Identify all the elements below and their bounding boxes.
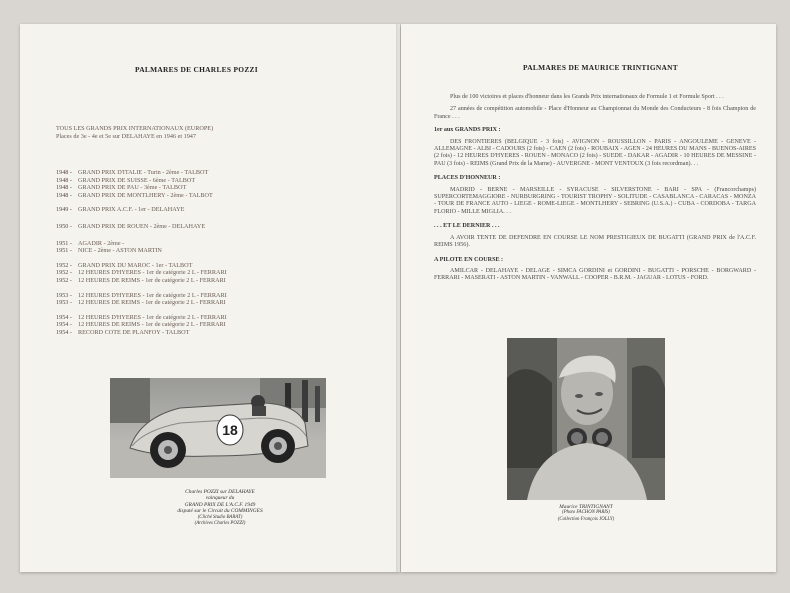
caption-line: (Collection François JOLLY) [557, 516, 615, 522]
grands-prix-list: DES FRONTIERES (BELGIQUE - 3 fois) - AVIGNON - ROUSSILLON - PARIS - ANGOULEME - GENEVE - ALLEMAGNE - ALBI - CADOURS (2 fois) - CAEN (2 fois) - ROUBAIX - AGEN - 24 HEURES DU MANS - BUENOS-AIRES (2 fois) - 12 HEURES D'HYERES - ROUEN - MONACO (2 fois) - SUEDE - DAKAR - AGADIR - 10 HEURES DE MESSINE - PAU (3 fois) - REIMS (Grand Prix de la Marne) - AUVERGNE - MONT VENTOUX (3 fois recordman). . . [434, 138, 756, 167]
left-page [20, 24, 400, 572]
caption-line: vainqueur du [205, 495, 235, 502]
caption-line: (Archives Charles POZZI) [194, 521, 246, 527]
heading-dernier: . . . ET LE DERNIER . . . [434, 223, 500, 230]
heading-pilote: A PILOTE EN COURSE : [434, 256, 504, 263]
portrait-photo [507, 338, 665, 500]
result-row: 1952 - 12 HEURES D'HYERES - 1er de catégorie 2 L - FERRARI [56, 269, 227, 277]
car-number: 18 [222, 422, 238, 438]
right-body [434, 94, 756, 283]
caption-line: disputé sur le Circuit du COMMINGES [177, 508, 263, 515]
result-row: 1954 - 12 HEURES D'HYERES - 1er de catégorie 2 L - FERRARI [56, 313, 227, 321]
right-page [401, 24, 776, 572]
caption-line: GRAND PRIX DE L'A.C.F. 1949 [184, 501, 256, 508]
results-list [56, 169, 386, 337]
right-page-title: PALMARES DE MAURICE TRINTIGNANT [523, 63, 679, 72]
result-row: 1951 - AGADIR - 2ème - [56, 239, 125, 247]
result-row: 1948 - GRAND PRIX DE MONTLHERY - 2ème - TALBOT [56, 191, 213, 199]
race-car-image [110, 378, 326, 478]
portrait-image [507, 338, 665, 500]
result-row: 1948 - GRAND PRIX DE SUISSE - 6ème - TALBOT [56, 176, 196, 184]
result-row: 1950 - GRAND PRIX DE ROUEN - 2ème - DELAHAYE [56, 222, 206, 230]
dernier-text: A AVOIR TENTE DE DEFENDRE EN COURSE LE NOM PRESTIGIEUX DE BUGATTI (GRAND PRIX de l'A.C.F. REIMS 1956). [434, 234, 756, 249]
intro-line-1: TOUS LES GRANDS PRIX INTERNATIONAUX (EUROPE) [56, 125, 214, 132]
paragraph-victories: Plus de 100 victoires et places d'honneur dans les Grands Prix internationaux de Formule 1 et Formule Sport . . . [450, 94, 724, 100]
result-row: 1948 - GRAND PRIX DE PAU - 3ème - TALBOT [56, 184, 187, 192]
caption-line: (Cliché Studio BARAT) [197, 514, 243, 520]
caption-line: Maurice TRINTIGNANT [559, 504, 613, 510]
heading-places: PLACES D'HONNEUR : [434, 175, 501, 182]
result-row: 1951 - NICE - 2ème - ASTON MARTIN [56, 247, 162, 255]
pilote-list: AMILCAR - DELAHAYE - DELAGE - SIMCA GORDINI et GORDINI - BUGATTI - PORSCHE - BORGWARD - FERRARI - MASERATI - ASTON MARTIN - VANWALL - COOPER - B.R.M. - JAGUAR - LOTUS - FORD. [434, 267, 756, 282]
result-row: 1952 - GRAND PRIX DU MAROC - 1er - TALBOT [56, 261, 193, 269]
heading-grands-prix: 1er aux GRANDS PRIX : [434, 127, 501, 134]
result-row: 1953 - 12 HEURES DE REIMS - 1er de catégorie 2 L - FERRARI [56, 299, 226, 307]
result-row: 1952 - 12 HEURES DE REIMS - 1er de catégorie 2 L - FERRARI [56, 276, 226, 284]
caption-line: (Photo FACHON PARIS) [562, 510, 610, 516]
result-row: 1954 - RECORD COTE DE PLANFOY - TALBOT [56, 328, 190, 336]
race-car-photo [110, 378, 326, 478]
result-row: 1954 - 12 HEURES DE REIMS - 1er de catégorie 2 L - FERRARI [56, 321, 226, 329]
result-row: 1948 - GRAND PRIX D'ITALIE - Turin - 2ème - TALBOT [56, 169, 209, 176]
result-row: 1953 - 12 HEURES D'HYERES - 1er de catégorie 2 L - FERRARI [56, 291, 227, 299]
left-photo-caption [140, 489, 300, 527]
right-photo-caption [511, 504, 661, 523]
left-page-title: PALMARES DE CHARLES POZZI [135, 65, 258, 74]
intro [56, 125, 386, 141]
result-row: 1949 - GRAND PRIX A.C.F. - 1er - DELAHAYE [56, 206, 185, 214]
caption-line: Charles POZZI sur DELAHAYE [185, 489, 255, 495]
paragraph-career: 27 années de compétition automobile - Place d'Honneur au Championnat du Monde des Conducteurs - 8 fois Champion de France . . . [434, 106, 756, 120]
places-list: MADRID - BERNE - MARSEILLE - SYRACUSE - SILVERSTONE - BARI - SPA - (Francorchamps) SUPERCORTEMAGGIORE - NURBURGRING - TOURIST TROPHY - SOLITUDE - CASABLANCA - CARACAS - MONZA - TOUR DE FRANCE AUTO - LIEGE - ROME-LIEGE - MONTLHERY - SEBRING (U.S.A.) - CUBA - CORDOBA - TARGA FLORIO - MILLE MIGLIA. . . [434, 186, 756, 215]
intro-line-2: Places de 3e - 4e et 5e sur DELAHAYE en 1946 et 1947 [56, 133, 196, 140]
